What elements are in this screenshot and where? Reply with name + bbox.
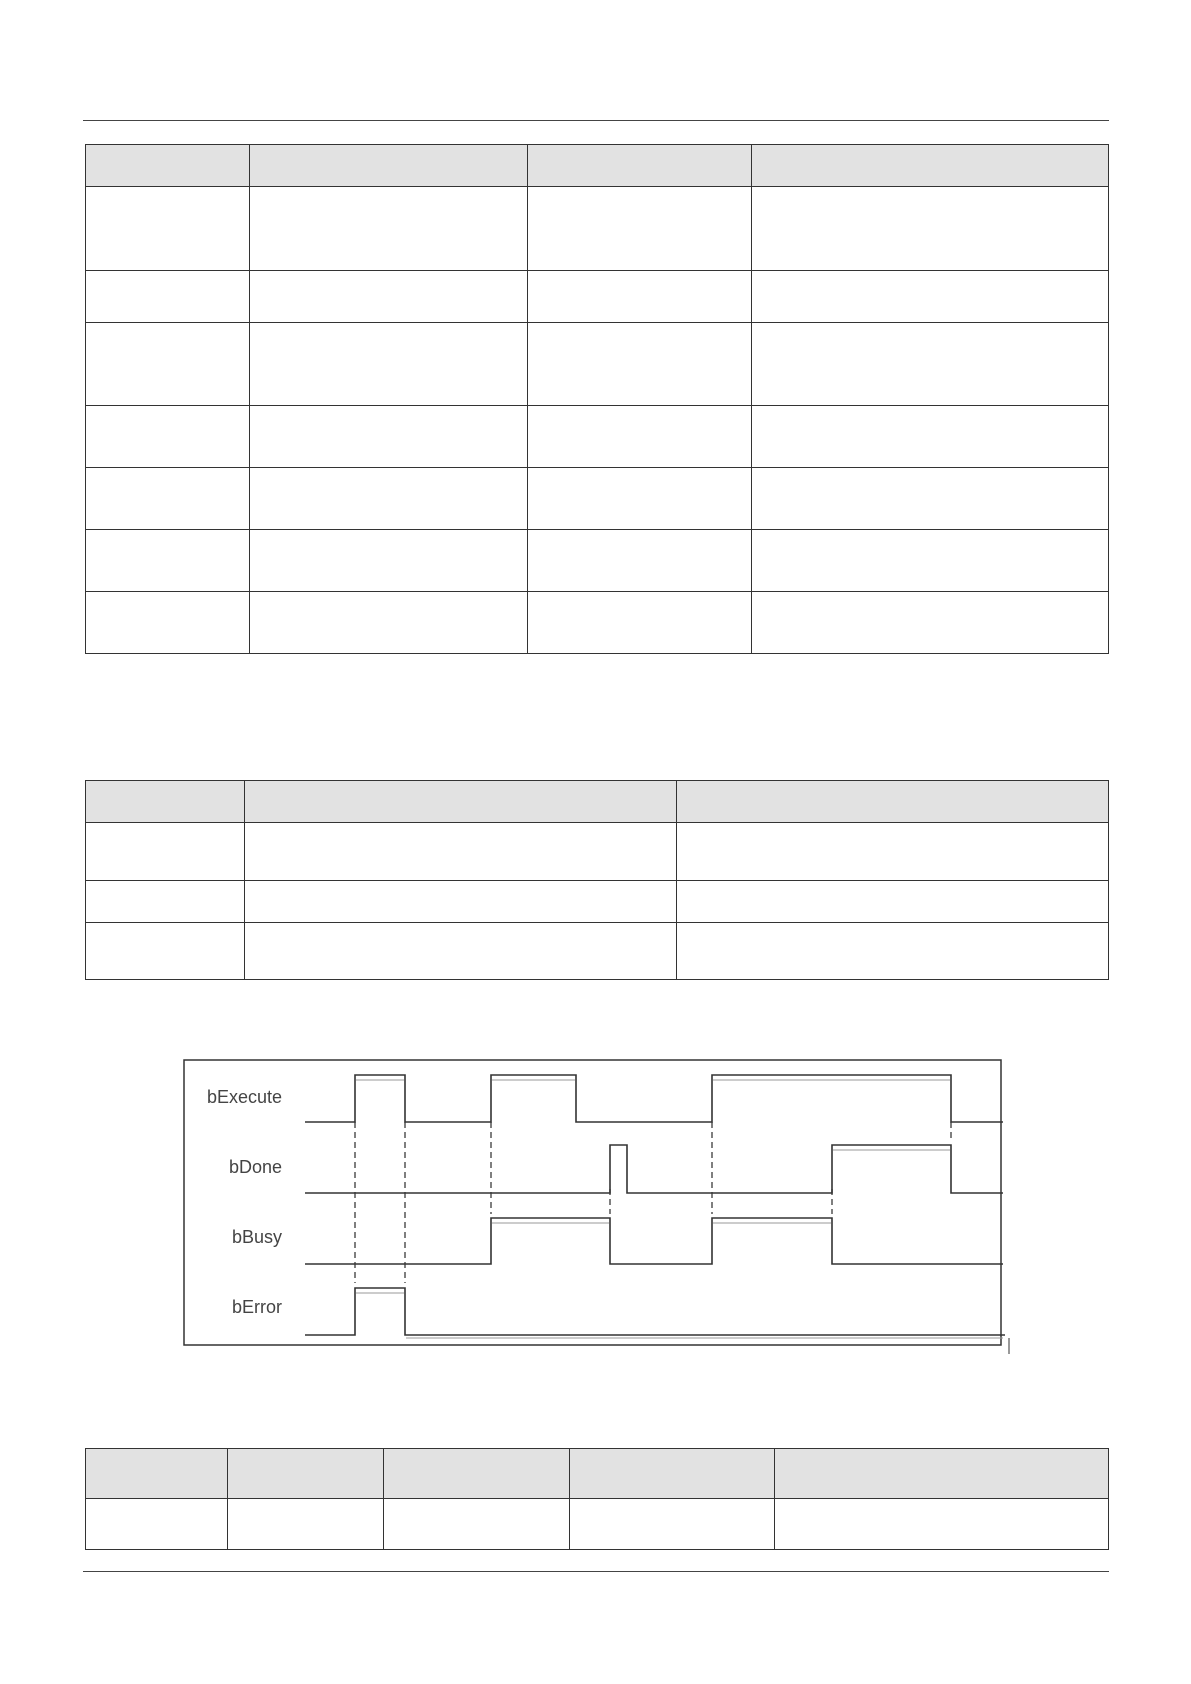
header-cell bbox=[86, 1449, 228, 1499]
waveform-bdone bbox=[305, 1145, 1003, 1193]
signal-label-bbusy: bBusy bbox=[231, 1227, 282, 1247]
header-cell bbox=[228, 1449, 384, 1499]
header-cell bbox=[384, 1449, 570, 1499]
header-cell bbox=[570, 1449, 775, 1499]
header-cell bbox=[775, 1449, 1109, 1499]
waveform-berror bbox=[305, 1288, 1005, 1335]
signal-label-bdone: bDone bbox=[228, 1157, 282, 1177]
signal-label-berror: bError bbox=[231, 1297, 282, 1317]
table-header-row bbox=[86, 1449, 1109, 1499]
error-table bbox=[85, 1448, 1109, 1550]
waveform-bexecute bbox=[305, 1075, 1003, 1122]
footer-rule bbox=[83, 1571, 1109, 1572]
waveform-bbusy bbox=[305, 1218, 1003, 1264]
signal-label-bexecute: bExecute bbox=[206, 1087, 282, 1107]
diagram-frame bbox=[184, 1060, 1001, 1345]
table-row bbox=[86, 1499, 1109, 1550]
